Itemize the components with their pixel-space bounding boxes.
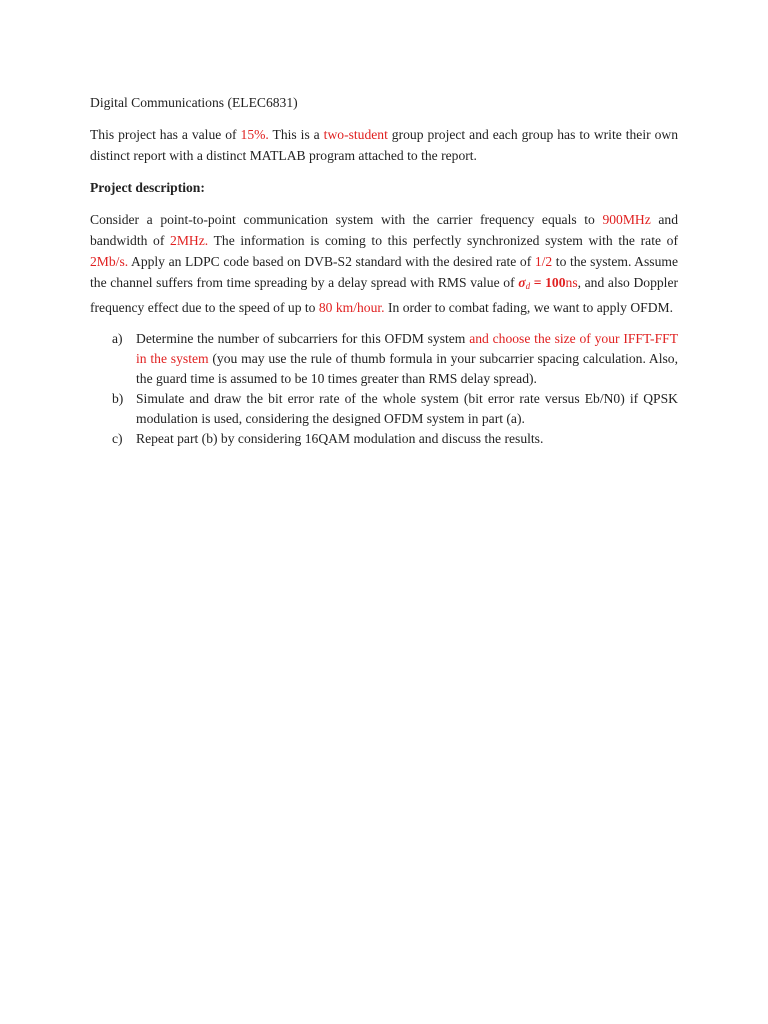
sigma-value: = 100 xyxy=(530,275,566,290)
section-heading-text: Project description: xyxy=(90,180,205,195)
sigma-subscript: d xyxy=(525,281,531,291)
desc-text-6: , and also Doppler frequency effect due to the speed of up to xyxy=(90,275,679,315)
task-marker-c: c) xyxy=(112,431,123,446)
description-paragraph xyxy=(90,209,678,318)
desc-text-7: In order to combat fading, we want to apply OFDM. xyxy=(384,300,674,315)
sigma-symbol: σ xyxy=(518,275,526,290)
course-title-text: Digital Communications (ELEC6831) xyxy=(90,95,298,110)
intro-text-2: This is a xyxy=(268,127,324,142)
task-a-highlight: and choose the size of your IFFT-FFT in the system xyxy=(136,331,678,366)
code-rate: 1/2 xyxy=(534,254,553,269)
carrier-frequency: 900MHz xyxy=(602,212,651,227)
task-b-text: Simulate and draw the bit error rate of the whole system (bit error rate versus Eb/N0) if QPSK modulation is used, considering the designed OFDM system in part (a). xyxy=(136,391,678,426)
task-c-text: Repeat part (b) by considering 16QAM modulation and discuss the results. xyxy=(136,431,544,446)
intro-paragraph xyxy=(90,124,678,166)
course-title xyxy=(90,92,678,113)
speed: 80 km/hour. xyxy=(318,300,385,315)
task-a-text-1: Determine the number of subcarriers for this OFDM system xyxy=(136,331,470,346)
desc-text-3: The information is coming to this perfectly synchronized system with the rate of xyxy=(208,233,678,248)
task-list xyxy=(90,329,678,449)
desc-text-4: Apply an LDPC code based on DVB-S2 standard with the desired rate of xyxy=(128,254,535,269)
desc-text-1: Consider a point-to-point communication system with the carrier frequency equals to xyxy=(90,212,603,227)
task-item-c xyxy=(90,429,678,449)
bandwidth: 2MHz. xyxy=(170,233,209,248)
document-page xyxy=(90,92,678,449)
data-rate: 2Mb/s. xyxy=(90,254,129,269)
project-value: 15%. xyxy=(240,127,269,142)
task-item-b xyxy=(90,389,678,429)
intro-text-3: group project and each group has to write their own distinct report with a distinct MATLAB program attached to the report. xyxy=(90,127,678,163)
intro-text-1: This project has a value of xyxy=(90,127,241,142)
sigma-unit: ns xyxy=(565,275,578,290)
task-a-text-2: (you may use the rule of thumb formula in your subcarrier spacing calculation. Also, the guard time is assumed to be 10 times greater than RMS delay spread). xyxy=(136,351,678,386)
task-marker-b: b) xyxy=(112,391,124,406)
desc-text-2: and bandwidth of xyxy=(90,212,679,248)
task-marker-a: a) xyxy=(112,331,123,346)
group-type: two-student xyxy=(323,127,388,142)
desc-text-5: to the system. Assume the channel suffers from time spreading by a delay spread with RMS value of xyxy=(90,254,678,290)
section-heading xyxy=(90,177,678,198)
task-item-a xyxy=(90,329,678,389)
